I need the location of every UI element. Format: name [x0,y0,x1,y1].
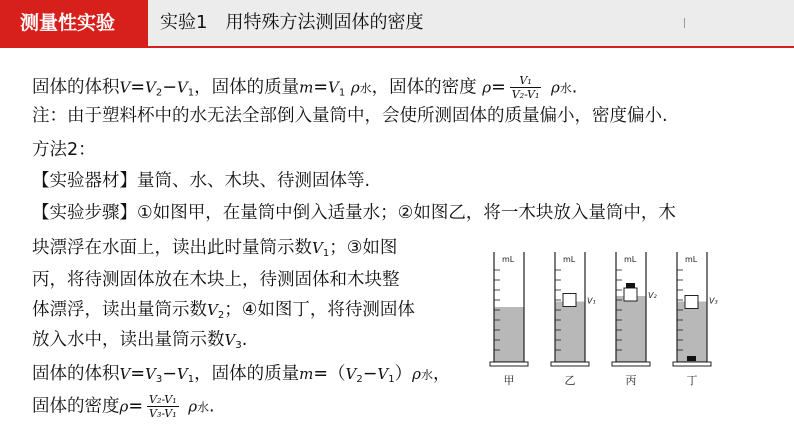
page-title: 实验1 用特殊方法测固体的密度 [160,12,424,33]
measuring-cylinders-figure [478,244,758,394]
steps-line-2: 块漂浮在水面上，读出此时量筒示数$V_1$；③如图 [32,238,398,259]
unit-label: mL [563,255,576,264]
equipment-line: 【实验器材】量筒、水、木块、待测固体等. [32,171,371,191]
wood-block [563,294,576,307]
wood-block [685,296,698,309]
header-divider [0,46,794,48]
cylinder-base [551,362,589,366]
figure-caption: 丁 [686,374,698,387]
cylinder-base [673,362,711,366]
volume-mass-density-line: 固体的体积$V=V_2-V_1$，固体的质量$m=V_1$ ρ水，固体的密度 ρ= $\frac{\text{V₁}}{\text{V₂-V₁}}$ ρ水. [32,74,578,101]
water-level [494,307,524,362]
method-heading: 方法2： [32,140,96,160]
figure-caption: 甲 [503,374,515,387]
figure-caption: 乙 [564,374,576,387]
cylinder-base [612,362,650,366]
steps-line-4: 体漂浮，读出量筒示数$V_2$；④如图丁，将待测固体 [32,300,415,321]
test-solid [626,283,635,288]
reading-label: V₃ [709,296,718,306]
test-solid [687,356,696,361]
water-level [677,302,707,363]
steps-line-1: 【实验步骤】①如图甲，在量筒中倒入适量水；②如图乙，将一木块放入量筒中，木 [32,203,676,223]
unit-label: mL [502,255,515,264]
density-fraction: $\frac{\text{V₁}}{\text{V₂-V₁}}$ [511,74,540,101]
figure-caption: 丙 [625,374,637,387]
water-level [616,296,646,362]
density-fraction-2: $\frac{\text{V₂-V₁}}{\text{V₃-V₁}}$ [149,393,177,420]
result-line-1: 固体的体积$V=V_3-V_1$，固体的质量$m=(V_2-V_1)\rho$水， [32,364,451,385]
unit-label: mL [624,255,637,264]
reading-label: V₂ [648,291,657,300]
unit-label: mL [685,255,698,264]
water-level [555,302,585,363]
header-tick [684,18,685,28]
steps-line-3: 丙，将待测固体放在木块上，待测固体和木块整 [32,270,400,290]
note-line: 注：由于塑料杯中的水无法全部倒入量筒中，会使所测固体的质量偏小，密度偏小. [32,106,668,126]
header-bar [0,0,794,46]
section-badge: 测量性实验 [0,0,148,46]
wood-block [624,288,637,301]
cylinder-base [490,362,528,366]
result-line-2: 固体的密度ρ= $\frac{\text{V₂-V₁}}{\text{V₃-V₁}}$ ρ水. [32,393,215,420]
steps-line-5: 放入水中，读出量筒示数$V_3$. [32,330,248,351]
reading-label: V₁ [587,296,596,306]
